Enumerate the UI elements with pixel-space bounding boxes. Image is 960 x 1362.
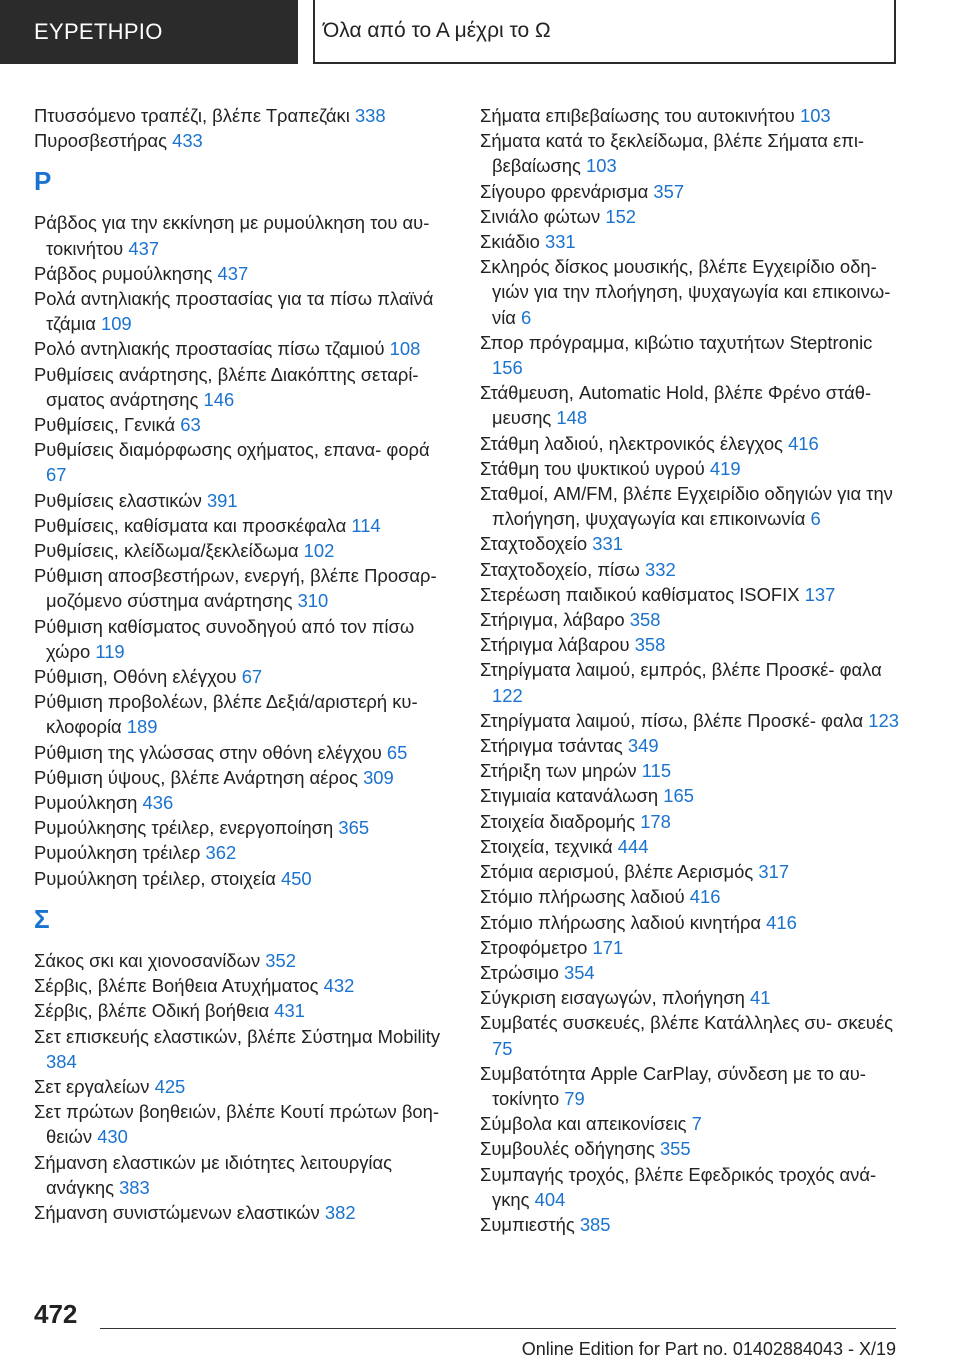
- page-link[interactable]: 115: [641, 760, 672, 782]
- page-link[interactable]: 79: [564, 1087, 585, 1109]
- entry-label: Στάθμη του ψυκτικού υγρού: [480, 457, 705, 479]
- index-entry: [34, 103, 454, 128]
- index-entry: [34, 1150, 454, 1200]
- index-entry: [34, 1099, 454, 1149]
- entry-label: Συμβατές συσκευές, βλέπε Κατάλληλες συ‐ σκευές: [480, 1012, 893, 1034]
- page-link[interactable]: 122: [492, 684, 523, 706]
- entry-label: Στήριξη των μηρών: [480, 760, 637, 782]
- page-link[interactable]: 416: [689, 886, 721, 908]
- page-link[interactable]: 382: [324, 1201, 356, 1223]
- index-entry: [34, 563, 454, 613]
- index-entry: [34, 513, 454, 538]
- index-entry: [34, 948, 454, 973]
- page-link[interactable]: 6: [810, 508, 821, 530]
- index-entry: [34, 1074, 454, 1099]
- index-entry: [480, 1061, 900, 1111]
- index-entry: [480, 783, 900, 808]
- page-link[interactable]: 63: [180, 414, 201, 436]
- page-link[interactable]: 148: [556, 407, 588, 429]
- entry-label: Στηρίγματα λαιμού, εμπρός, βλέπε Προσκέ‐ φαλα: [480, 659, 882, 681]
- entry-label: Στόμια αερισμού, βλέπε Αερισμός: [480, 861, 754, 883]
- right-entries: [480, 103, 900, 1237]
- page-link[interactable]: 102: [303, 540, 335, 562]
- index-entry: [480, 103, 900, 128]
- index-entry: [480, 179, 900, 204]
- page-link[interactable]: 7: [691, 1113, 702, 1135]
- page-link[interactable]: 432: [323, 975, 355, 997]
- page-link[interactable]: 317: [758, 861, 790, 883]
- page-link[interactable]: 146: [203, 388, 235, 410]
- index-entry: [480, 1136, 900, 1161]
- index-entry: [480, 1212, 900, 1237]
- index-entry: [480, 733, 900, 758]
- entry-label: Ρολά αντηλιακής προστασίας για τα πίσω πλαϊνά τζάμια: [34, 288, 434, 335]
- entry-label: Ρύθμιση ύψους, βλέπε Ανάρτηση αέρος: [34, 766, 358, 788]
- index-entry: [480, 229, 900, 254]
- page-link[interactable]: 357: [653, 180, 685, 202]
- page-link[interactable]: 189: [126, 716, 158, 738]
- entry-label: Σπορ πρόγραμμα, κιβώτιο ταχυτήτων Steptronic: [480, 331, 873, 353]
- page-link[interactable]: 416: [766, 911, 797, 933]
- index-entry: [480, 531, 900, 556]
- index-entry: [34, 210, 454, 260]
- rho-entries: [34, 210, 454, 890]
- page-link[interactable]: 352: [265, 949, 296, 971]
- index-entry: [34, 437, 454, 487]
- index-entry: [34, 664, 454, 689]
- entry-label: Στοιχεία διαδρομής: [480, 810, 636, 832]
- page-link[interactable]: 358: [634, 634, 666, 656]
- sigma-entries: [34, 948, 454, 1225]
- page-link[interactable]: 444: [617, 835, 649, 857]
- index-entry: [34, 998, 454, 1023]
- index-entry: [34, 336, 454, 361]
- index-entry: [480, 582, 900, 607]
- entry-label: Σκιάδιο: [480, 231, 540, 253]
- page-link[interactable]: 152: [605, 205, 637, 227]
- entry-label: Ρύθμιση της γλώσσας στην οθόνη ελέγχου: [34, 741, 382, 763]
- index-entry: [480, 632, 900, 657]
- entry-label: Συμβατότητα Apple CarPlay, σύνδεση με το αυ‐ τοκίνητο: [480, 1062, 866, 1109]
- index-entry: [34, 973, 454, 998]
- entry-label: Στήριγμα, λάβαρο: [480, 609, 625, 631]
- entry-label: Σήμανση συνιστώμενων ελαστικών: [34, 1201, 320, 1223]
- index-entry: [480, 985, 900, 1010]
- entry-label: Σταχτοδοχείο, πίσω: [480, 558, 640, 580]
- page-link[interactable]: 103: [799, 105, 831, 126]
- entry-label: Ράβδος ρυμούλκησης: [34, 262, 213, 284]
- page-number: 472: [34, 1299, 78, 1329]
- page-link[interactable]: 165: [663, 785, 694, 807]
- index-entry: [34, 790, 454, 815]
- index-entry: [480, 910, 900, 935]
- index-entry: [480, 884, 900, 909]
- index-entry: [480, 809, 900, 834]
- entry-label: Σταχτοδοχείο: [480, 533, 588, 555]
- entry-label: Ρυθμίσεις, Γενικά: [34, 414, 176, 436]
- index-tab: ΕΥΡΕΤΗΡΙΟ: [0, 0, 298, 64]
- page-link[interactable]: 309: [363, 766, 394, 788]
- entry-label: Πυροσβεστήρας: [34, 130, 167, 152]
- entry-label: Ρυμούλκησης τρέιλερ, ενεργοποίηση: [34, 817, 334, 839]
- index-entry: [34, 765, 454, 790]
- range-tab: Όλα από το Α μέχρι το Ω: [313, 0, 896, 64]
- page-link[interactable]: 41: [750, 987, 771, 1009]
- entry-label: Στόμιο πλήρωσης λαδιού κινητήρα: [480, 911, 762, 933]
- index-entry: [480, 204, 900, 229]
- entry-label: Σύμβολα και απεικονίσεις: [480, 1113, 687, 1135]
- index-entry: [480, 607, 900, 632]
- index-entry: [480, 960, 900, 985]
- index-entry: [34, 128, 454, 153]
- page-link[interactable]: 331: [544, 231, 576, 253]
- entry-label: Στιγμιαία κατανάλωση: [480, 785, 659, 807]
- page-link[interactable]: 436: [142, 792, 174, 814]
- entry-label: Ρυμούλκηση: [34, 792, 138, 814]
- entry-label: Ράβδος για την εκκίνηση με ρυμούλκηση του αυ‐ τοκινήτου: [34, 212, 430, 259]
- entry-label: Στερέωση παιδικού καθίσματος ISOFIX: [480, 583, 800, 605]
- entry-label: Σήμανση ελαστικών με ιδιότητες λειτουργίας ανάγκης: [34, 1151, 393, 1198]
- entry-label: Ρυθμίσεις, κλείδωμα/ξεκλείδωμα: [34, 540, 299, 562]
- entry-label: Στόμιο πλήρωσης λαδιού: [480, 886, 685, 908]
- page-link[interactable]: 349: [627, 735, 659, 757]
- page-link[interactable]: 123: [868, 709, 899, 731]
- edition-note: Online Edition for Part no. 01402884043 - X/19: [521, 1339, 896, 1359]
- page-link[interactable]: 65: [386, 741, 408, 763]
- entry-label: Συμπαγής τροχός, βλέπε Εφεδρικός τροχός ανά‐ γκης: [480, 1163, 877, 1210]
- page-link[interactable]: 419: [709, 457, 741, 479]
- index-entry: [480, 456, 900, 481]
- entry-label: Στήριγμα τσάντας: [480, 735, 623, 757]
- entry-label: Στροφόμετρο: [480, 936, 588, 958]
- entry-label: Στρώσιμο: [480, 961, 559, 983]
- page-link[interactable]: 109: [100, 313, 132, 335]
- page-link[interactable]: 331: [592, 533, 623, 555]
- index-entry: [34, 538, 454, 563]
- page-link[interactable]: 431: [274, 1000, 305, 1022]
- index-entry: [34, 412, 454, 437]
- entry-label: Ρυμούλκηση τρέιλερ, στοιχεία: [34, 867, 276, 889]
- page-header: [0, 0, 960, 66]
- page-link[interactable]: 119: [95, 640, 125, 662]
- index-entry: [480, 935, 900, 960]
- index-entry: [480, 708, 900, 733]
- index-entry: [34, 866, 454, 891]
- page-link[interactable]: 433: [172, 130, 203, 152]
- page-link[interactable]: 450: [280, 867, 312, 889]
- entry-label: Σάκος σκι και χιονοσανίδων: [34, 949, 261, 971]
- page-link[interactable]: 103: [586, 155, 617, 177]
- index-entry: [480, 481, 900, 531]
- page-link[interactable]: 355: [659, 1138, 691, 1160]
- section-letter-sigma: Σ: [34, 903, 50, 934]
- index-entry: [480, 859, 900, 884]
- index-entry: [34, 1200, 454, 1225]
- entry-label: Πτυσσόμενο τραπέζι, βλέπε Τραπεζάκι: [34, 105, 350, 126]
- index-entry: [34, 261, 454, 286]
- entry-label: Ρολό αντηλιακής προστασίας πίσω τζαμιού: [34, 338, 385, 360]
- entry-label: Σετ πρώτων βοηθειών, βλέπε Κουτί πρώτων βοη‐ θειών: [34, 1101, 440, 1148]
- page-link[interactable]: 156: [492, 357, 523, 379]
- entry-label: Σινιάλο φώτων: [480, 205, 601, 227]
- page-link[interactable]: 391: [206, 489, 238, 511]
- entry-label: Στάθμη λαδιού, ηλεκτρονικός έλεγχος: [480, 432, 783, 454]
- page-link[interactable]: 338: [354, 105, 386, 126]
- page-link[interactable]: 437: [217, 262, 249, 284]
- page-link[interactable]: 385: [579, 1213, 611, 1235]
- page-link[interactable]: 178: [640, 810, 671, 832]
- page-link[interactable]: 67: [241, 666, 263, 688]
- index-entry: [480, 758, 900, 783]
- index-entry: [480, 834, 900, 859]
- page-link[interactable]: 416: [788, 432, 819, 454]
- index-entry: [480, 128, 900, 178]
- index-entry: [34, 815, 454, 840]
- index-entry: [480, 380, 900, 430]
- index-entry: [34, 488, 454, 513]
- entry-label: Στήριγμα λάβαρου: [480, 634, 630, 656]
- index-entry: [480, 1162, 900, 1212]
- index-entry: [34, 689, 454, 739]
- entry-label: Σύγκριση εισαγωγών, πλοήγηση: [480, 987, 745, 1009]
- entry-label: Ρύθμιση αποσβεστήρων, ενεργή, βλέπε Προσαρ‐ μοζόμενο σύστημα ανάρτησης: [34, 565, 437, 612]
- entry-label: Σήματα επιβεβαίωσης του αυτοκινήτου: [480, 105, 795, 126]
- entry-label: Σταθμοί, AM/FM, βλέπε Εγχειρίδιο οδηγιών για την πλοήγηση, ψυχαγωγία και επικοινωνία: [480, 483, 893, 530]
- page-link[interactable]: 430: [97, 1126, 128, 1148]
- entry-label: Σήματα κατά το ξεκλείδωμα, βλέπε Σήματα επι‐ βεβαίωσης: [480, 130, 865, 177]
- entry-label: Ρυθμίσεις διαμόρφωσης οχήματος, επανα‐ φορά: [34, 439, 430, 461]
- index-entry: [34, 362, 454, 412]
- page-link[interactable]: 171: [592, 936, 624, 958]
- footer-divider: [100, 1328, 896, 1329]
- entry-label: Συμβουλές οδήγησης: [480, 1138, 655, 1160]
- page-link[interactable]: 425: [154, 1075, 186, 1097]
- index-entry: [34, 286, 454, 336]
- index-entry: [34, 840, 454, 865]
- page-link[interactable]: 137: [804, 583, 836, 605]
- index-entry: [480, 1111, 900, 1136]
- page-link[interactable]: 67: [46, 464, 67, 486]
- page-link[interactable]: 383: [119, 1176, 150, 1198]
- entry-label: Στηρίγματα λαιμού, πίσω, βλέπε Προσκέ‐ φαλα: [480, 709, 864, 731]
- entry-label: Ρύθμιση προβολέων, βλέπε Δεξιά/αριστερή κυ‐ κλοφορία: [34, 691, 418, 738]
- entry-label: Συμπιεστής: [480, 1213, 575, 1235]
- page-link[interactable]: 404: [534, 1188, 566, 1210]
- entry-label: Ρυμούλκηση τρέιλερ: [34, 842, 201, 864]
- index-entry: [34, 1024, 454, 1074]
- index-entry: [480, 657, 900, 707]
- page-link[interactable]: 108: [389, 338, 421, 360]
- page-link[interactable]: 114: [351, 514, 381, 536]
- entry-label: Ρυθμίσεις, καθίσματα και προσκέφαλα: [34, 514, 347, 536]
- page-link[interactable]: 358: [629, 609, 661, 631]
- page-link[interactable]: 437: [128, 237, 160, 259]
- page-link[interactable]: 75: [492, 1037, 513, 1059]
- entry-label: Στάθμευση, Automatic Hold, βλέπε Φρένο στάθ‐ μευσης: [480, 382, 872, 429]
- page-link[interactable]: 6: [521, 306, 532, 328]
- entry-label: Σίγουρο φρενάρισμα: [480, 180, 649, 202]
- left-column: [34, 103, 454, 1225]
- index-entry: [480, 254, 900, 330]
- page-link[interactable]: 310: [297, 590, 329, 612]
- right-column: [480, 103, 900, 1237]
- entry-label: Ρύθμιση, Οθόνη ελέγχου: [34, 666, 237, 688]
- page-link[interactable]: 362: [205, 842, 237, 864]
- index-entry: [480, 1010, 900, 1060]
- entry-label: Ρυθμίσεις ελαστικών: [34, 489, 202, 511]
- index-entry: [480, 330, 900, 380]
- entry-label: Σέρβις, βλέπε Οδική βοήθεια: [34, 1000, 270, 1022]
- index-entry: [34, 740, 454, 765]
- page-link[interactable]: 384: [46, 1050, 77, 1072]
- index-entry: [34, 614, 454, 664]
- page-link[interactable]: 354: [563, 961, 595, 983]
- page-link[interactable]: 332: [644, 558, 676, 580]
- entry-label: Σέρβις, βλέπε Βοήθεια Ατυχήματος: [34, 975, 319, 997]
- top-entries: [34, 103, 454, 153]
- entry-label: Στοιχεία, τεχνικά: [480, 835, 613, 857]
- index-entry: [480, 431, 900, 456]
- entry-label: Σετ εργαλείων: [34, 1075, 150, 1097]
- page-link[interactable]: 365: [338, 817, 370, 839]
- entry-label: Ρυθμίσεις ανάρτησης, βλέπε Διακόπτης σεταρί‐ σματος ανάρτησης: [34, 363, 419, 410]
- section-letter-rho: Ρ: [34, 166, 52, 197]
- entry-label: Ρύθμιση καθίσματος συνοδηγού από τον πίσω χώρο: [34, 615, 415, 662]
- index-entry: [480, 557, 900, 582]
- entry-label: Σετ επισκευής ελαστικών, βλέπε Σύστημα Mobility: [34, 1025, 441, 1047]
- entry-label: Σκληρός δίσκος μουσικής, βλέπε Εγχειρίδιο οδη‐ γιών για την πλοήγηση, ψυχαγωγία και επικοινω‐ νία: [480, 256, 891, 328]
